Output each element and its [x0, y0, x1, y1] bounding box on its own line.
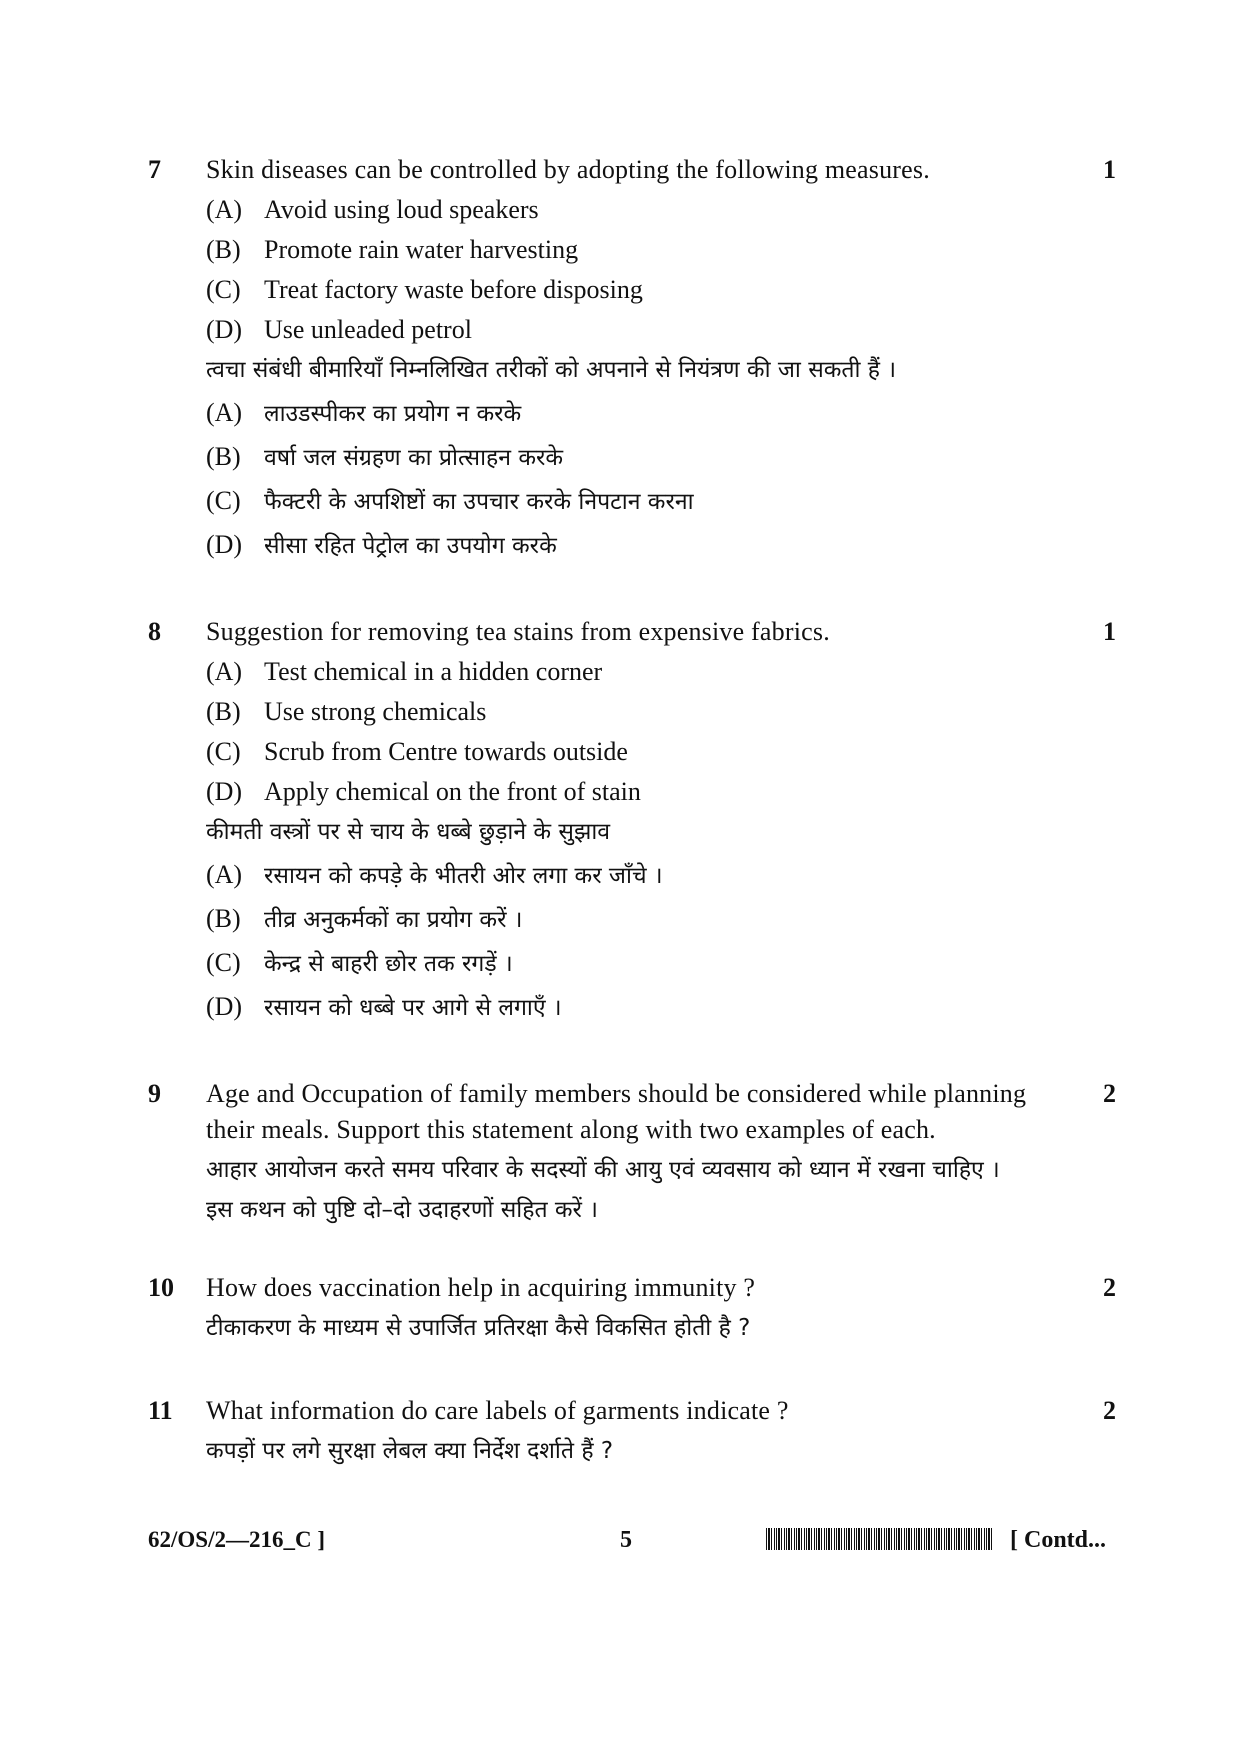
option-d-english	[206, 774, 1086, 810]
option-d-hindi	[206, 525, 1086, 566]
question-marks: 2	[1103, 1273, 1116, 1302]
question-text-hindi: कपड़ों पर लगे सुरक्षा लेबल क्या निर्देश दर्शाते हैं ?	[206, 1438, 614, 1464]
option-text: Promote rain water harvesting	[264, 235, 579, 264]
question-body	[206, 614, 1086, 1028]
question-number: 8	[148, 617, 161, 646]
option-text: Treat factory waste before disposing	[264, 275, 643, 304]
option-key: (C)	[206, 737, 241, 766]
option-key: (C)	[206, 948, 241, 977]
question-text-hindi: कीमती वस्त्रों पर से चाय के धब्बे छुड़ाने के सुझाव	[206, 819, 611, 845]
option-key: (B)	[206, 235, 241, 264]
question-body	[206, 1076, 1086, 1230]
question-number: 11	[148, 1396, 173, 1425]
option-key: (A)	[206, 195, 243, 224]
option-b-english	[206, 232, 1086, 268]
option-a-hindi	[206, 855, 1086, 896]
option-text: सीसा रहित पेट्रोल का उपयोग करके	[264, 533, 557, 559]
question-text-english: What information do care labels of garments indicate ?	[206, 1396, 789, 1425]
option-key: (A)	[206, 398, 243, 427]
option-key: (C)	[206, 486, 241, 515]
question-text-hindi: टीकाकरण के माध्यम से उपार्जित प्रतिरक्षा कैसे विकसित होती है ?	[206, 1315, 751, 1341]
question-marks: 2	[1103, 1079, 1116, 1108]
option-c-english	[206, 734, 1086, 770]
option-d-english	[206, 312, 1086, 348]
question-number: 7	[148, 155, 161, 184]
question-body	[206, 1393, 1086, 1471]
option-a-hindi	[206, 393, 1086, 434]
option-c-hindi	[206, 943, 1086, 984]
paper-code: 62/OS/2—216_C ]	[148, 1527, 325, 1552]
question-text-english: How does vaccination help in acquiring immunity ?	[206, 1273, 756, 1302]
option-key: (D)	[206, 777, 243, 806]
continued-label: [ Contd...	[1010, 1527, 1107, 1553]
option-key: (B)	[206, 904, 241, 933]
option-text: Avoid using loud speakers	[264, 195, 539, 224]
option-key: (A)	[206, 860, 243, 889]
option-text: रसायन को धब्बे पर आगे से लगाएँ ।	[264, 995, 562, 1021]
option-text: केन्द्र से बाहरी छोर तक रगड़ें ।	[264, 951, 513, 977]
question-marks: 1	[1103, 617, 1116, 646]
question-body	[206, 1270, 1086, 1348]
question-text-english-line-2: their meals. Support this statement along with two examples of each.	[206, 1115, 936, 1144]
page-number: 5	[620, 1527, 632, 1553]
option-key: (D)	[206, 530, 243, 559]
page-footer	[0, 1522, 1240, 1562]
option-text: फैक्टरी के अपशिष्टों का उपचार करके निपटान करना	[264, 489, 694, 515]
option-text: Scrub from Centre towards outside	[264, 737, 628, 766]
option-text: Use unleaded petrol	[264, 315, 472, 344]
question-text-hindi: त्वचा संबंधी बीमारियाँ निम्नलिखित तरीकों को अपनाने से नियंत्रण की जा सकती हैं ।	[206, 357, 897, 383]
question-text-english: Skin diseases can be controlled by adopting the following measures.	[206, 155, 930, 184]
question-text-hindi-line-1: आहार आयोजन करते समय परिवार के सदस्यों की आयु एवं व्यवसाय को ध्यान में रखना चाहिए ।	[206, 1157, 1000, 1183]
option-text: वर्षा जल संग्रहण का प्रोत्साहन करके	[264, 445, 564, 471]
option-text: Apply chemical on the front of stain	[264, 777, 641, 806]
option-b-hindi	[206, 437, 1086, 478]
question-text-hindi-line-2: इस कथन को पुष्टि दो–दो उदाहरणों सहित करें ।	[206, 1197, 598, 1223]
option-key: (C)	[206, 275, 241, 304]
question-text-english: Suggestion for removing tea stains from expensive fabrics.	[206, 617, 830, 646]
option-key: (B)	[206, 697, 241, 726]
option-text: Test chemical in a hidden corner	[264, 657, 603, 686]
option-key: (D)	[206, 315, 243, 344]
option-d-hindi	[206, 987, 1086, 1028]
option-key: (D)	[206, 992, 243, 1021]
option-key: (B)	[206, 442, 241, 471]
option-c-hindi	[206, 481, 1086, 522]
question-marks: 2	[1103, 1396, 1116, 1425]
option-a-english	[206, 654, 1086, 690]
question-text-english-line-1: Age and Occupation of family members should be considered while planning	[206, 1079, 1027, 1108]
option-b-hindi	[206, 899, 1086, 940]
question-number: 10	[148, 1273, 174, 1302]
option-b-english	[206, 694, 1086, 730]
question-number: 9	[148, 1079, 161, 1108]
option-c-english	[206, 272, 1086, 308]
barcode-icon	[766, 1528, 992, 1550]
option-text: रसायन को कपड़े के भीतरी ओर लगा कर जाँचे ।	[264, 863, 663, 889]
option-text: तीव्र अनुकर्मकों का प्रयोग करें ।	[264, 907, 523, 933]
option-a-english	[206, 192, 1086, 228]
question-body	[206, 152, 1086, 566]
option-key: (A)	[206, 657, 243, 686]
question-marks: 1	[1103, 155, 1116, 184]
option-text: Use strong chemicals	[264, 697, 487, 726]
option-text: लाउडस्पीकर का प्रयोग न करके	[264, 401, 522, 427]
